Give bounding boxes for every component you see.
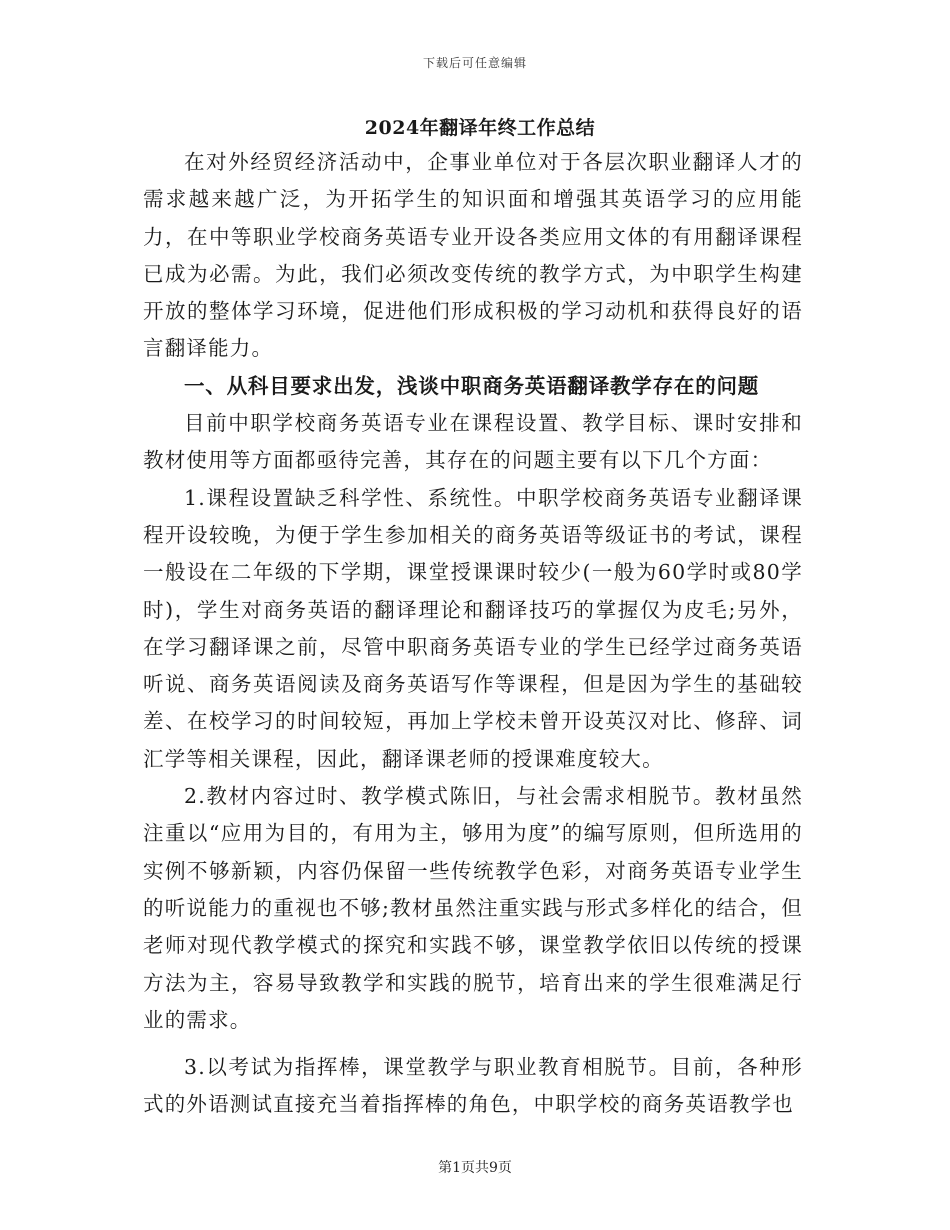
paragraph-spacer: [143, 1039, 803, 1049]
document-title: 2024年翻译年终工作总结: [364, 117, 596, 139]
document-body: [143, 112, 803, 1124]
section-1-heading: 一、从科目要求出发，浅谈中职商务英语翻译教学存在的问题: [184, 373, 760, 398]
point-2-paragraph: 2.教材内容过时、教学模式陈旧，与社会需求相脱节。教材虽然注重以“应用为目的，有用为主，够用为度”的编写原则，但所选用的实例不够新颖，内容仍保留一些传统教学色彩，对商务英语专业学生的听说能力的重视也不够;教材虽然注重实践与形式多样化的结合，但老师对现代教学模式的探究和实践不够，课堂教学依旧以传统的授课方法为主，容易导致教学和实践的脱节，培育出来的学生很难满足行业的需求。: [143, 784, 803, 1032]
header-note: 下载后可任意编辑: [422, 56, 527, 70]
section-1-intro-paragraph: 目前中职学校商务英语专业在课程设置、教学目标、课时安排和教材使用等方面都亟待完善，其存在的问题主要有以下几个方面：: [143, 411, 803, 473]
point-3-paragraph: 3.以考试为指挥棒，课堂教学与职业教育相脱节。目前，各种形式的外语测试直接充当着指挥棒的角色，中职学校的商务英语教学也: [143, 1055, 803, 1117]
point-1-paragraph: 1.课程设置缺乏科学性、系统性。中职学校商务英语专业翻译课程开设较晚，为便于学生参加相关的商务英语等级证书的考试，课程一般设在二年级的下学期，课堂授课课时较少(一般为60学时或80学时)，学生对商务英语的翻译理论和翻译技巧的掌握仅为皮毛;另外，在学习翻译课之前，尽管中职商务英语专业的学生已经学过商务英语听说、商务英语阅读及商务英语写作等课程，但是因为学生的基础较差、在校学习的时间较短，再加上学校未曾开设英汉对比、修辞、词汇学等相关课程，因此，翻译课老师的授课难度较大。: [143, 485, 803, 771]
page-number: 第1页共9页: [438, 1160, 512, 1176]
intro-paragraph: 在对外经贸经济活动中，企事业单位对于各层次职业翻译人才的需求越来越广泛，为开拓学生的知识面和增强其英语学习的应用能力，在中等职业学校商务英语专业开设各类应用文体的有用翻译课程已成为必需。为此，我们必须改变传统的教学方式，为中职学生构建开放的整体学习环境，促进他们形成积极的学习动机和获得良好的语言翻译能力。: [143, 150, 803, 361]
